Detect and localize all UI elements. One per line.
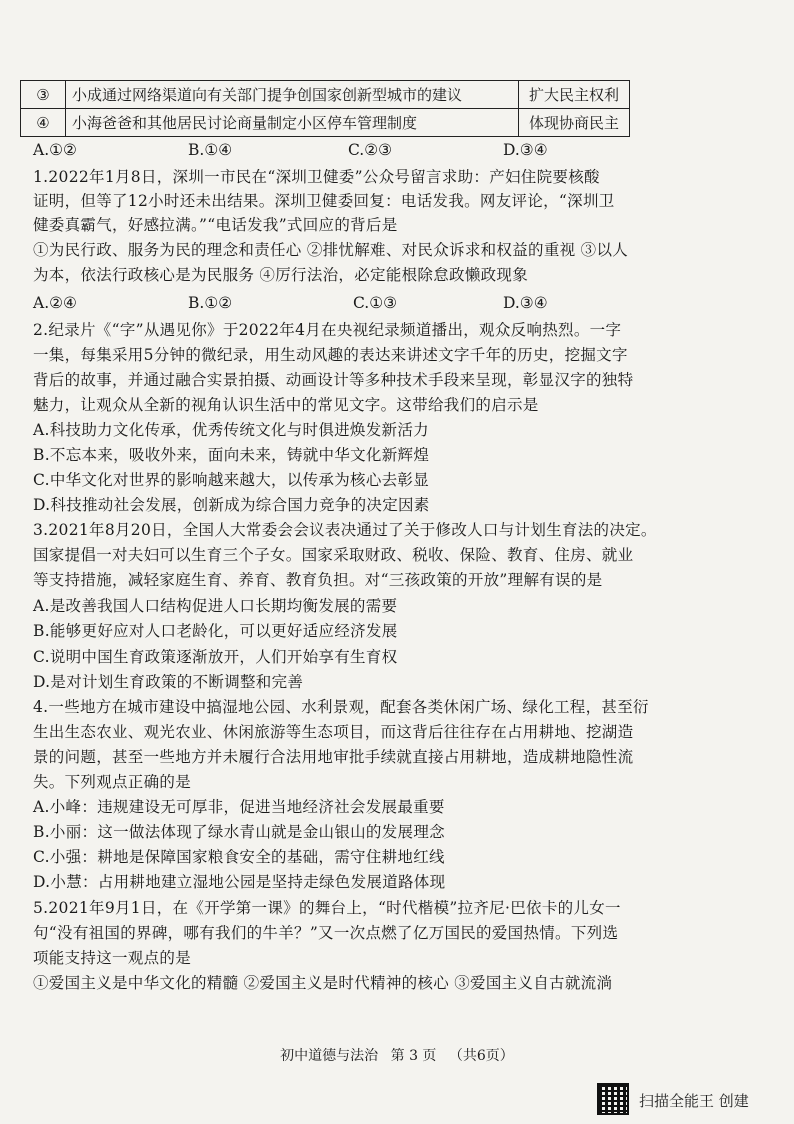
option-a: A.科技助力文化传承，优秀传统文化与时俱进焕发新活力 xyxy=(33,421,429,439)
table-cell-num: ③ xyxy=(21,81,66,109)
option-d: D.③④ xyxy=(503,141,548,159)
question-line: 魅力，让观众从全新的视角认识生活中的常见文字。这带给我们的启示是 xyxy=(33,396,539,414)
option-b: B.①② xyxy=(188,294,233,312)
watermark-text: 扫描全能王 创建 xyxy=(639,1092,749,1110)
qr-code-icon xyxy=(597,1083,629,1115)
option-a: A.②④ xyxy=(33,294,77,312)
footer-page-number: 第 3 页 xyxy=(390,1048,437,1064)
table-row xyxy=(21,81,630,109)
question-line: ①为民行政、服务为民的理念和责任心 ②排忧解难、对民众诉求和权益的重视 ③以人 xyxy=(33,241,629,259)
question-line: 国家提倡一对夫妇可以生育三个子女。国家采取财政、税收、保险、教育、住房、就业 xyxy=(33,546,634,564)
option-c: C.说明中国生育政策逐渐放开，人们开始享有生育权 xyxy=(33,648,398,666)
question-line: 证明，但等了12小时还未出结果。深圳卫健委回复：电话发我。网友评论，“深圳卫 xyxy=(33,192,615,210)
page-footer xyxy=(0,1045,794,1065)
answer-table xyxy=(20,80,630,137)
option-c: C.②③ xyxy=(348,141,393,159)
option-a: A.是改善我国人口结构促进人口长期均衡发展的需要 xyxy=(33,597,398,615)
option-d: D.③④ xyxy=(503,294,548,312)
option-b: B.能够更好应对人口老龄化，可以更好适应经济发展 xyxy=(33,622,398,640)
table-row xyxy=(21,109,630,137)
footer-total-pages: （共6页） xyxy=(448,1048,514,1064)
question-line: 1.2022年1月8日，深圳一市民在“深圳卫健委”公众号留言求助：产妇住院要核酸 xyxy=(33,168,600,186)
question-line: 健委真霸气，好感拉满。”“电话发我”式回应的背后是 xyxy=(33,216,398,234)
option-b: B.不忘本来，吸收外来，面向未来，铸就中华文化新辉煌 xyxy=(33,446,430,464)
option-a: A.小峰：违规建设无可厚非，促进当地经济社会发展最重要 xyxy=(33,798,445,816)
question-line: 背后的故事，并通过融合实景拍摄、动画设计等多种技术手段来呈现，彰显汉字的独特 xyxy=(33,371,634,389)
table-cell-result: 扩大民主权利 xyxy=(519,81,630,109)
table-cell-text: 小成通过网络渠道向有关部门提争创国家创新型城市的建议 xyxy=(66,81,519,109)
question-line: 景的问题，甚至一些地方并未履行合法用地审批手续就直接占用耕地，造成耕地隐性流 xyxy=(33,748,634,766)
question-line: 一集，每集采用5分钟的微纪录，用生动风趣的表达来讲述文字千年的历史，挖掘文字 xyxy=(33,346,628,364)
scanner-watermark xyxy=(597,1083,777,1117)
question-line: ①爱国主义是中华文化的精髓 ②爱国主义是时代精神的核心 ③爱国主义自古就流淌 xyxy=(33,974,613,992)
option-c: C.小强：耕地是保障国家粮食安全的基础，需守住耕地红线 xyxy=(33,848,445,866)
option-d: D.科技推动社会发展，创新成为综合国力竞争的决定因素 xyxy=(33,496,430,514)
question-line: 5.2021年9月1日，在《开学第一课》的舞台上，“时代楷模”拉齐尼·巴依卡的儿女一 xyxy=(33,899,621,917)
question-line: 生出生态农业、观光农业、休闲旅游等生态项目，而这背后往往存在占用耕地、挖湖造 xyxy=(33,723,634,741)
question-line: 2.纪录片《“字”从遇见你》于2022年4月在央视纪录频道播出，观众反响热烈。一字 xyxy=(33,321,622,339)
option-d: D.是对计划生育政策的不断调整和完善 xyxy=(33,673,304,691)
question-line: 4.一些地方在城市建设中搞湿地公园、水利景观，配套各类休闲广场、绿化工程，甚至衍 xyxy=(33,698,649,716)
question-line: 失。下列观点正确的是 xyxy=(33,773,192,791)
question-line: 为本，依法行政核心是为民服务 ④厉行法治，必定能根除怠政懒政现象 xyxy=(33,266,529,284)
option-c: C.①③ xyxy=(353,294,398,312)
option-b: B.小丽：这一做法体现了绿水青山就是金山银山的发展理念 xyxy=(33,823,445,841)
question-line: 等支持措施，减轻家庭生育、养育、教育负担。对“三孩政策的开放”理解有误的是 xyxy=(33,571,603,589)
table-cell-num: ④ xyxy=(21,109,66,137)
question-line: 句“没有祖国的界碑，哪有我们的牛羊？”又一次点燃了亿万国民的爱国热情。下列选 xyxy=(33,924,619,942)
option-a: A.①② xyxy=(33,141,77,159)
option-c: C.中华文化对世界的影响越来越大，以传承为核心去彰显 xyxy=(33,471,430,489)
question-line: 3.2021年8月20日，全国人大常委会会议表决通过了关于修改人口与计划生育法的决定。 xyxy=(33,521,657,539)
table-cell-result: 体现协商民主 xyxy=(519,109,630,137)
table-cell-text: 小海爸爸和其他居民讨论商量制定小区停车管理制度 xyxy=(66,109,519,137)
option-d: D.小慧：占用耕地建立湿地公园是坚持走绿色发展道路体现 xyxy=(33,873,446,891)
footer-subject: 初中道德与法治 xyxy=(280,1048,379,1064)
option-b: B.①④ xyxy=(188,141,233,159)
question-line: 项能支持这一观点的是 xyxy=(33,949,192,967)
